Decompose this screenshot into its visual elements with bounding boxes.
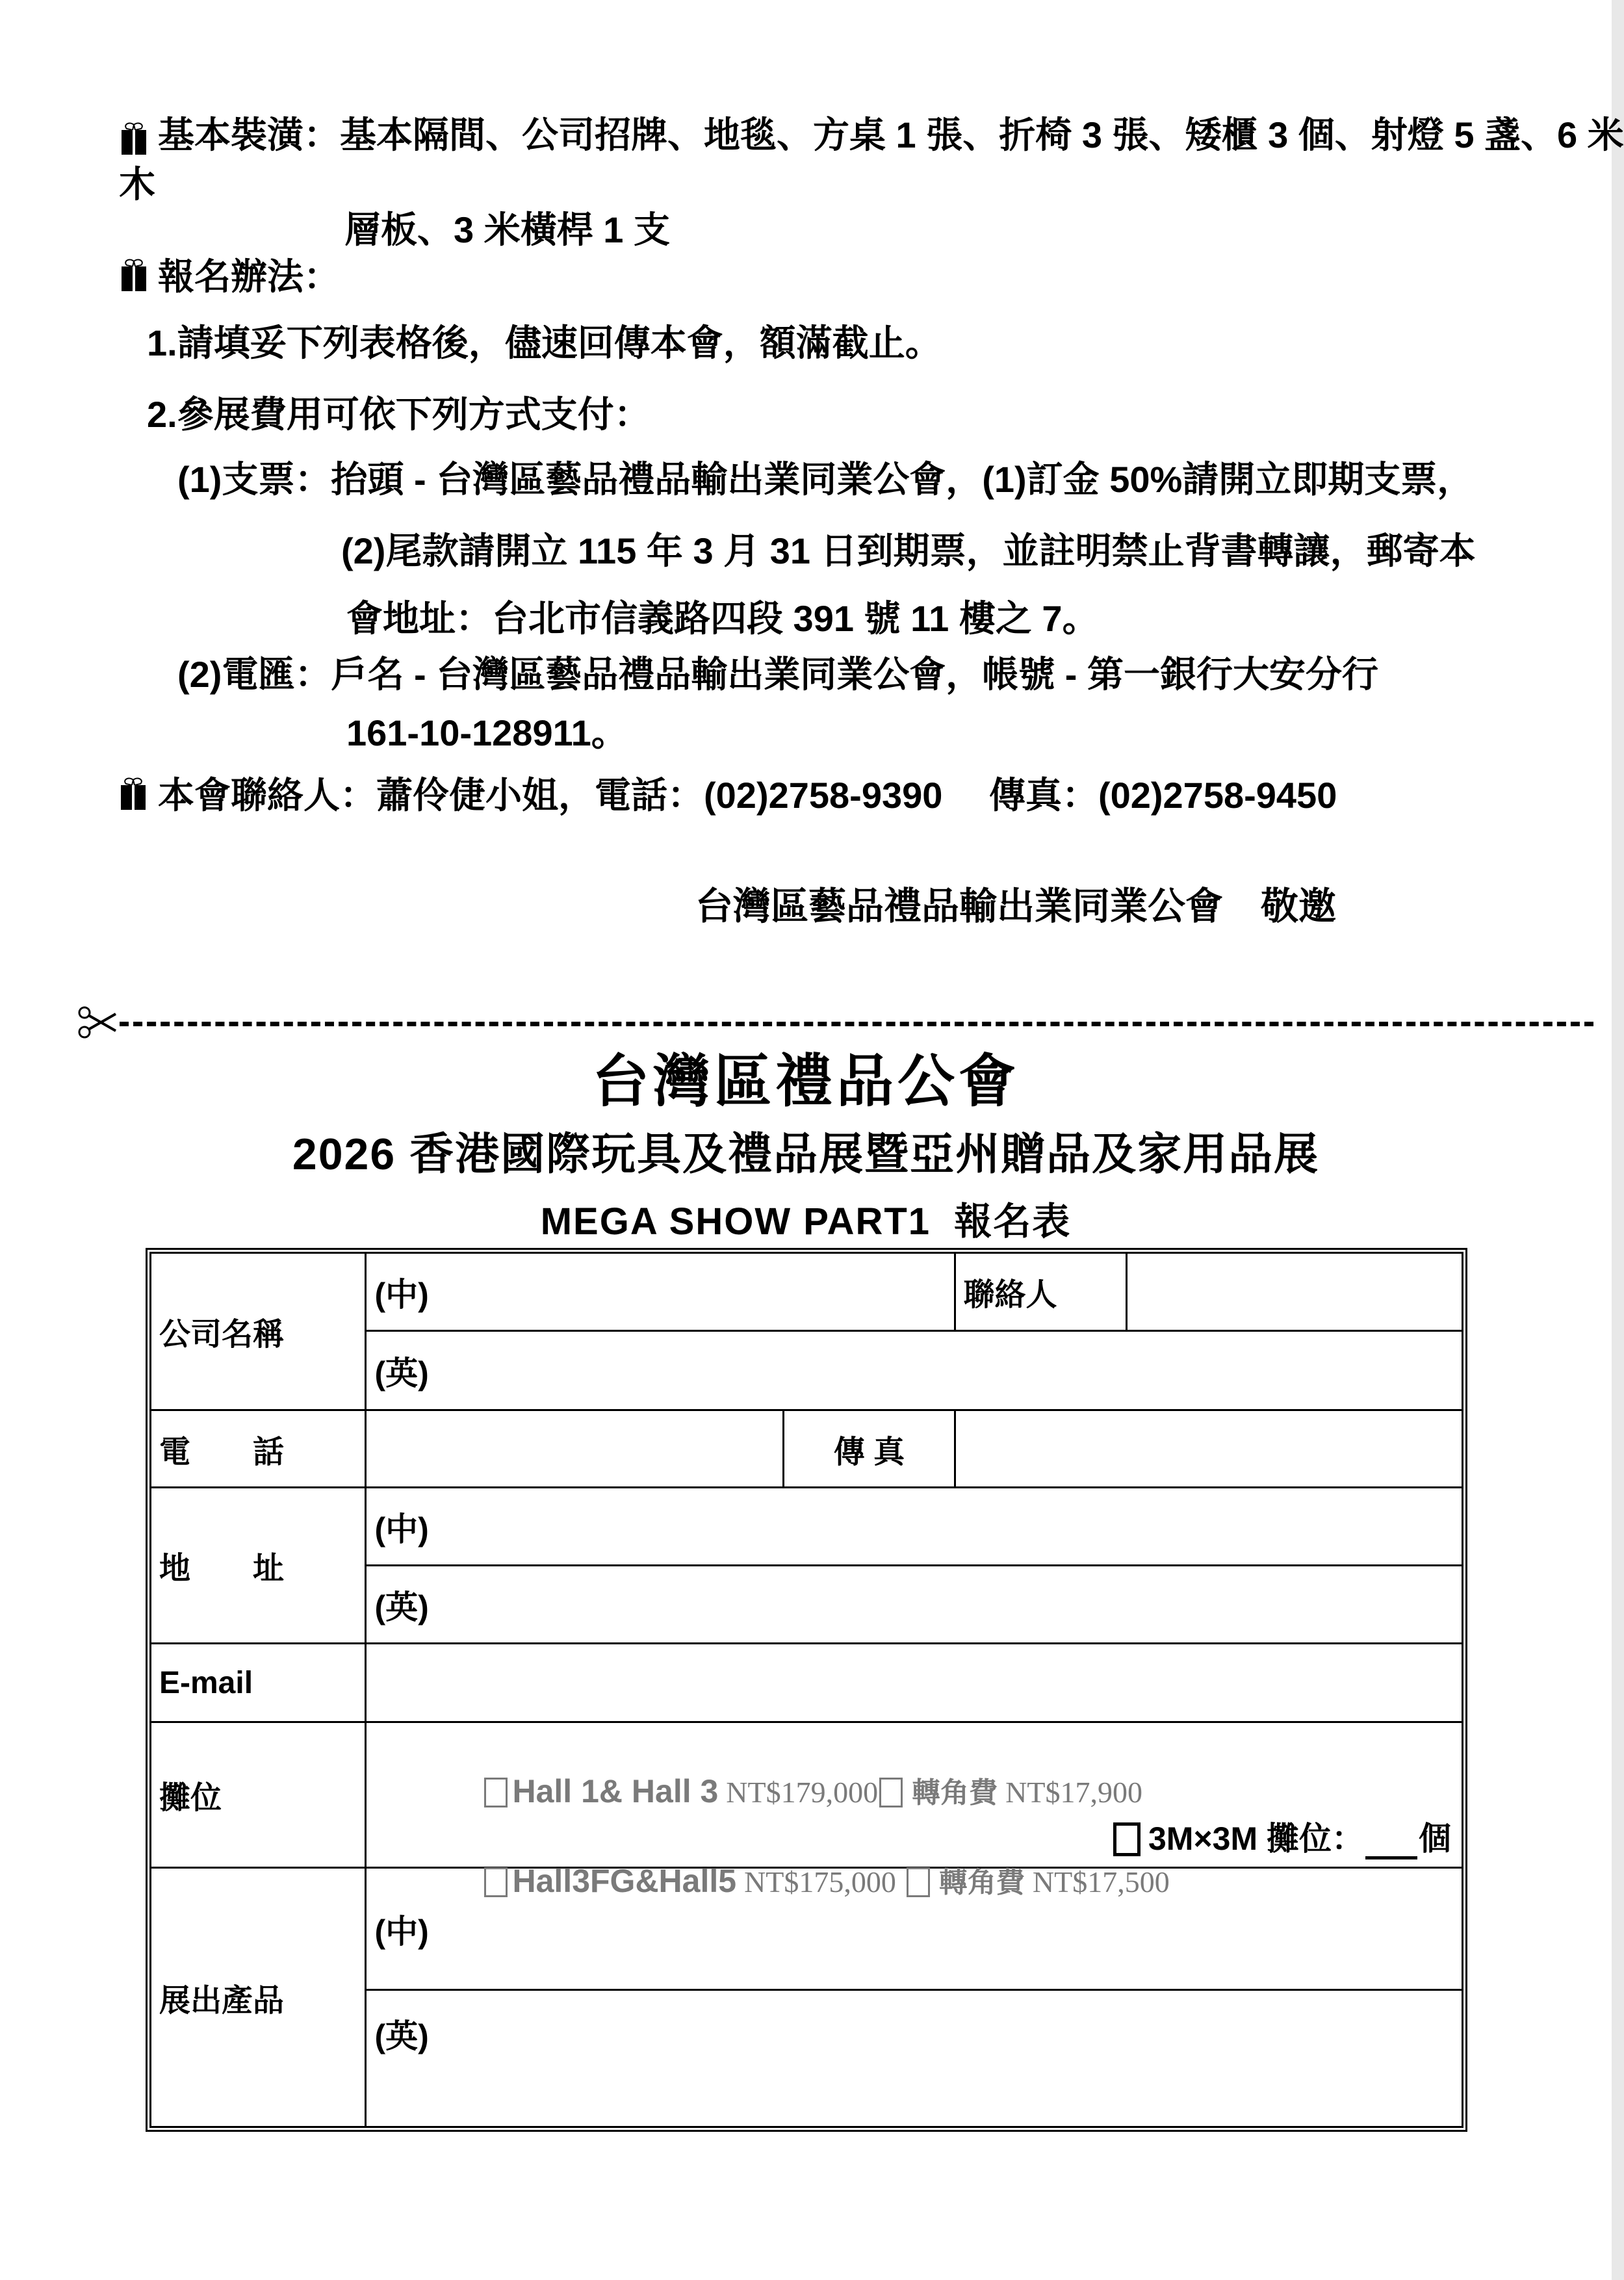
- english-prefix: (英): [374, 1354, 429, 1392]
- booth-size-label: 3M×3M 攤位：: [1148, 1820, 1364, 1857]
- payment-wire-line-1: (2)電匯：戶名 - 台灣區藝品禮品輸出業同業公會，帳號 - 第一銀行大安分行: [177, 654, 1378, 695]
- fax-label: 傳 真: [784, 1410, 955, 1488]
- address-cn-input[interactable]: [366, 1488, 1463, 1566]
- corner-fee-price: NT$17,900: [1005, 1776, 1142, 1809]
- email-label: E-mail: [151, 1644, 366, 1722]
- chinese-prefix: (中): [374, 1276, 429, 1313]
- products-en-input[interactable]: [366, 1990, 1463, 2127]
- booth-label: 攤位: [151, 1722, 366, 1868]
- corner-fee-price: NT$17,500: [1032, 1865, 1170, 1898]
- payment-check-line-3: 會地址：台北市信義路四段 391 號 11 樓之 7。: [346, 598, 1099, 639]
- phone-input[interactable]: [366, 1410, 784, 1488]
- form-title: MEGA SHOW PART1 報名表: [540, 1200, 1072, 1243]
- registration-table: [146, 1248, 1467, 2132]
- products-label: 展出產品: [151, 1868, 366, 2127]
- organization-title: 台灣區禮品公會: [591, 1049, 1020, 1113]
- booth-option-name: Hall 1& Hall 3: [512, 1773, 719, 1809]
- contact-person-input[interactable]: [1126, 1253, 1462, 1331]
- signup-step-1: 1.請填妥下列表格後，儘速回傳本會，額滿截止。: [147, 322, 942, 363]
- booth-unit-label: 個: [1419, 1820, 1451, 1857]
- company-name-cn-input[interactable]: [366, 1253, 955, 1331]
- fax-input[interactable]: [955, 1410, 1463, 1488]
- association-contact-line: 本會聯絡人：蕭伶倢小姐，電話：(02)2758-9390 傳真：(02)2758-9450: [158, 775, 1337, 816]
- checkbox-corner-fee-2[interactable]: [907, 1867, 930, 1897]
- english-prefix: (英): [374, 2018, 429, 2054]
- chinese-prefix: (中): [374, 1913, 429, 1950]
- payment-check-line-1: (1)支票：抬頭 - 台灣區藝品禮品輸出業同業公會，(1)訂金 50%請開立即期支票，: [177, 459, 1474, 500]
- decor-line-2: 層板、3 米橫桿 1 支: [344, 209, 670, 250]
- checkbox-corner-fee-1[interactable]: [879, 1778, 903, 1807]
- decor-line-wrap: 木: [119, 164, 155, 205]
- gift-icon: [119, 259, 149, 292]
- checkbox-hall3fg-hall5[interactable]: [484, 1867, 508, 1897]
- email-input[interactable]: [366, 1644, 1463, 1722]
- booth-options-cell: [366, 1722, 1463, 1899]
- booth-count-input[interactable]: [1365, 1826, 1417, 1859]
- payment-wire-line-2: 161-10-128911。: [346, 712, 628, 753]
- contact-person-label: 聯絡人: [955, 1253, 1126, 1331]
- exhibition-title: 2026 香港國際玩具及禮品展暨亞州贈品及家用品展: [292, 1130, 1320, 1179]
- signup-heading: 報名辦法：: [158, 256, 340, 297]
- closing-signature: 台灣區藝品禮品輸出業同業公會 敬邀: [695, 885, 1337, 927]
- corner-fee-label: 轉角費: [938, 1867, 1025, 1898]
- payment-check-line-2: (2)尾款請開立 115 年 3 月 31 日到期票，並註明禁止背書轉讓，郵寄本: [341, 530, 1476, 571]
- company-name-label: 公司名稱: [151, 1253, 366, 1410]
- checkbox-hall1-hall3[interactable]: [484, 1778, 508, 1807]
- booth-option-hall3fg-hall5: [380, 1823, 1169, 1936]
- decor-line-1: 基本裝潢：基本隔間、公司招牌、地毯、方桌 1 張、折椅 3 張、矮櫃 3 個、射燈 5 盞、6 米: [158, 114, 1624, 155]
- cut-here-dashed-line: [120, 1022, 1593, 1026]
- english-prefix: (英): [374, 1588, 429, 1626]
- signup-step-2: 2.參展費用可依下列方式支付：: [147, 394, 651, 435]
- address-en-input[interactable]: [366, 1566, 1463, 1644]
- gift-icon: [118, 777, 148, 811]
- booth-option-name: Hall3FG&Hall5: [512, 1863, 737, 1899]
- booth-option-price: NT$175,000: [744, 1865, 896, 1898]
- phone-label: 電 話: [151, 1410, 366, 1488]
- booth-option-price: NT$179,000: [726, 1776, 879, 1809]
- chinese-prefix: (中): [374, 1510, 429, 1548]
- company-name-en-input[interactable]: [366, 1331, 1463, 1410]
- corner-fee-label: 轉角費: [912, 1777, 998, 1809]
- address-label: 地 址: [151, 1488, 366, 1644]
- gift-icon: [119, 122, 149, 156]
